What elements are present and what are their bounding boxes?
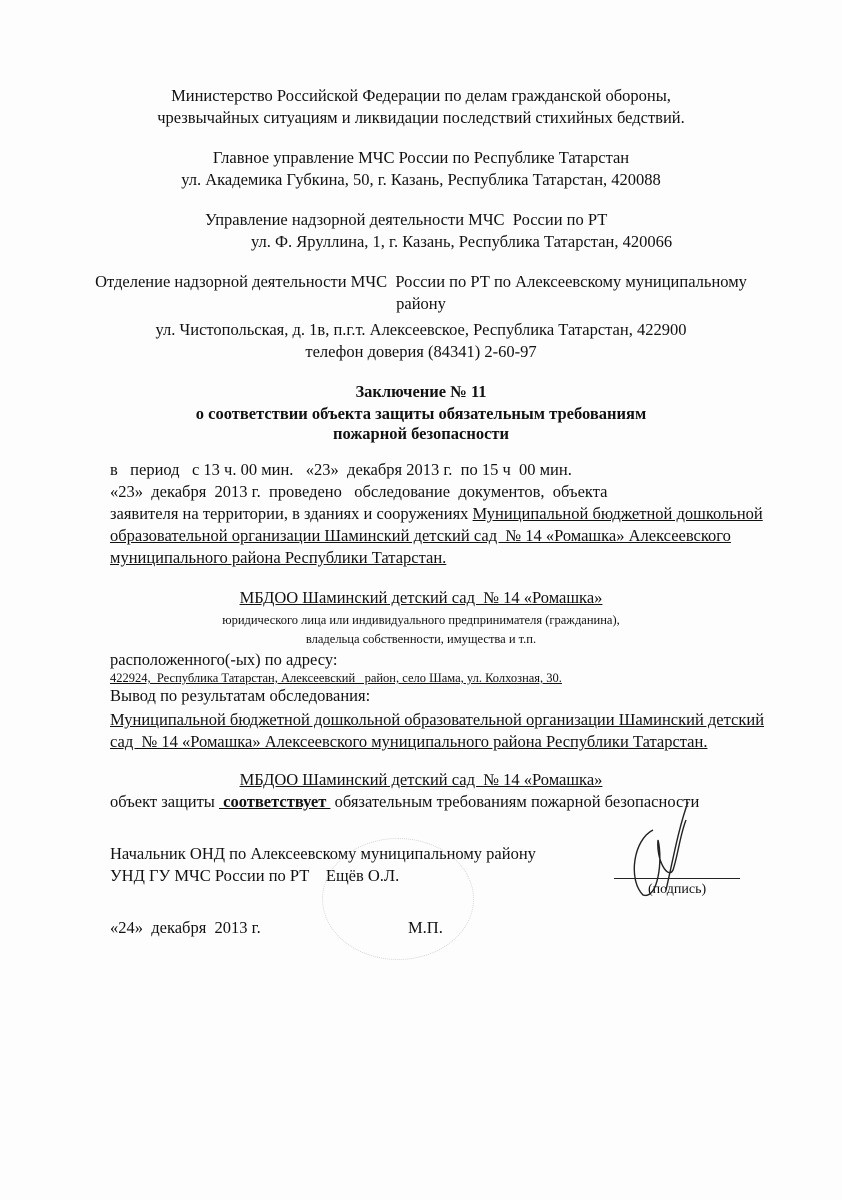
signature-caption: (подпись) xyxy=(648,882,707,897)
department-name-1: Отделение надзорной деятельности МЧС России по РТ по Алексеевскому муниципальному xyxy=(95,272,747,291)
document-title: Заключение № 11 xyxy=(355,382,487,401)
department-name-2: району xyxy=(396,294,446,313)
signature-date: «24» декабря 2013 г. xyxy=(110,918,261,937)
supervision-directorate-address: ул. Ф. Яруллина, 1, г. Казань, Республика Татарстан, 420066 xyxy=(251,232,673,251)
applicant-prefix: заявителя на территории, в зданиях и сооружениях xyxy=(110,504,473,523)
signatory-position-1: Начальник ОНД по Алексеевскому муниципальному району xyxy=(110,844,536,863)
period-line-2: «23» декабря 2013 г. проведено обследование документов, объекта xyxy=(110,482,608,501)
result-word: соответствует xyxy=(219,792,331,811)
result-prefix: объект защиты xyxy=(110,792,220,811)
document-subtitle-1: о соответствии объекта защиты обязательным требованиям xyxy=(195,404,647,423)
address-label: расположенного(-ых) по адресу: xyxy=(110,650,338,669)
result-line xyxy=(110,792,699,812)
applicant-line-3: муниципального района Республики Татарстан. xyxy=(110,548,447,567)
entity-name-2: МБДОО Шаминский детский сад № 14 «Ромашка» xyxy=(239,770,603,789)
conclusion-label: Вывод по результатам обследования: xyxy=(110,686,371,705)
applicant-line-1 xyxy=(110,504,763,524)
conclusion-line-1: Муниципальной бюджетной дошкольной образовательной организации Шаминский детский xyxy=(110,710,765,729)
supervision-directorate-name: Управление надзорной деятельности МЧС России по РТ xyxy=(205,210,608,229)
signatory-position-2: УНД ГУ МЧС России по РТ Ещёв О.Л. xyxy=(110,866,400,885)
result-suffix: обязательным требованиям пожарной безопасности xyxy=(330,792,700,811)
main-directorate-address: ул. Академика Губкина, 50, г. Казань, Республика Татарстан, 420088 xyxy=(181,170,661,189)
applicant-name-part: Муниципальной бюджетной дошкольной xyxy=(472,504,763,523)
applicant-line-2: образовательной организации Шаминский детский сад № 14 «Ромашка» Алексеевского xyxy=(110,526,731,545)
entity-caption-1: юридического лица или индивидуального предпринимателя (гражданина), xyxy=(222,613,620,627)
department-address: ул. Чистопольская, д. 1в, п.г.т. Алексеевское, Республика Татарстан, 422900 xyxy=(155,320,687,339)
seal-stamp xyxy=(322,838,474,960)
seal-label: М.П. xyxy=(408,918,443,937)
document-subtitle-2: пожарной безопасности xyxy=(332,424,510,443)
entity-caption-2: владельца собственности, имущества и т.п. xyxy=(305,632,537,646)
address: 422924, Республика Татарстан, Алексеевский район, село Шама, ул. Колхозная, 30. xyxy=(110,671,562,685)
ministry-line-1: Министерство Российской Федерации по делам гражданской обороны, xyxy=(171,86,671,105)
department-phone: телефон доверия (84341) 2-60-97 xyxy=(305,342,537,361)
ministry-line-2: чрезвычайных ситуациям и ликвидации последствий стихийных бедствий. xyxy=(157,108,685,127)
signature-line xyxy=(614,878,740,879)
entity-name: МБДОО Шаминский детский сад № 14 «Ромашка» xyxy=(239,588,603,607)
period-line-1: в период с 13 ч. 00 мин. «23» декабря 2013 г. по 15 ч 00 мин. xyxy=(110,460,572,479)
conclusion-line-2: сад № 14 «Ромашка» Алексеевского муниципального района Республики Татарстан. xyxy=(110,732,708,751)
main-directorate-name: Главное управление МЧС России по Республике Татарстан xyxy=(212,148,630,167)
